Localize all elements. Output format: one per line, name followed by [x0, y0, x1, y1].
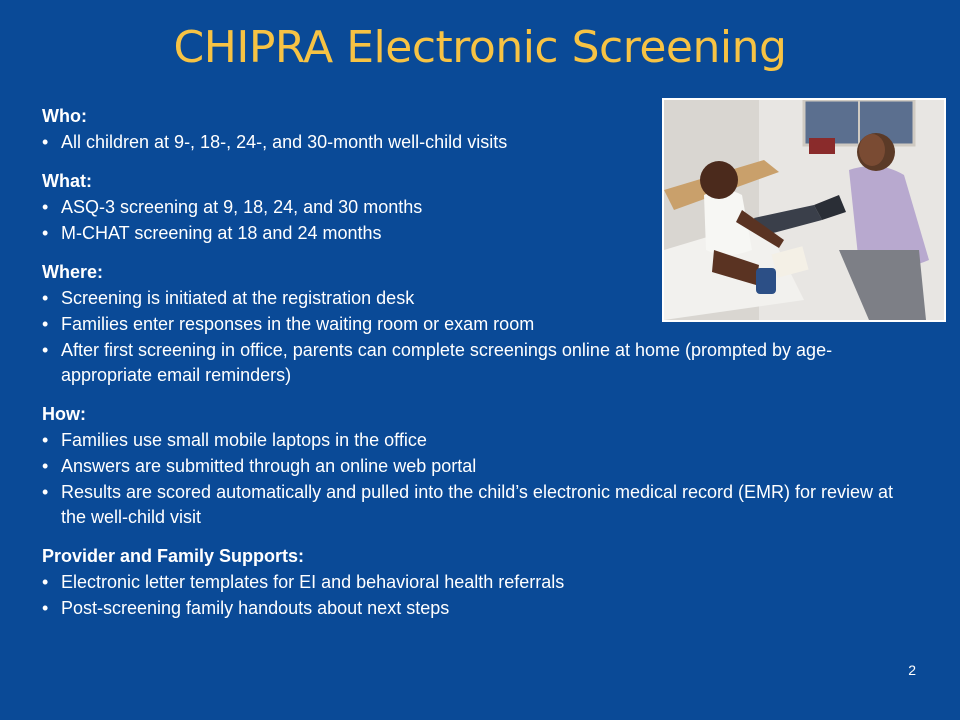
bullet-item: • Electronic letter templates for EI and behavioral health referrals: [42, 570, 922, 595]
section-heading: How:: [42, 404, 86, 424]
section-heading: Where:: [42, 262, 104, 282]
bullet-list: [42, 570, 922, 621]
photo-mother-child-laptop: [662, 98, 946, 322]
bullet-item: • Families enter responses in the waiting room or exam room: [42, 312, 922, 337]
bullet-item: • M-CHAT screening at 18 and 24 months: [42, 221, 922, 246]
section-how: [42, 402, 922, 530]
section-heading: Who:: [42, 106, 87, 126]
bullet-item: • ASQ-3 screening at 9, 18, 24, and 30 months: [42, 195, 922, 220]
bullet-item: • All children at 9-, 18-, 24-, and 30-month well-child visits: [42, 130, 922, 155]
bullet-item: • Answers are submitted through an online web portal: [42, 454, 922, 479]
section-supports: [42, 544, 922, 621]
section-heading: What:: [42, 171, 92, 191]
page-number: 2: [908, 662, 916, 678]
slide-title: CHIPRA Electronic Screening: [173, 22, 787, 73]
bullet-item: • Families use small mobile laptops in the office: [42, 428, 922, 453]
bullet-item: • Screening is initiated at the registration desk: [42, 286, 922, 311]
bullet-item: • After first screening in office, parents can complete screenings online at home (prompted by age-appropriate email reminders): [42, 338, 922, 388]
section-heading: Provider and Family Supports:: [42, 546, 305, 566]
photo-illustration: [664, 100, 944, 320]
bullet-item: • Post-screening family handouts about next steps: [42, 596, 922, 621]
bullet-list: [42, 428, 922, 530]
bullet-item: • Results are scored automatically and pulled into the child’s electronic medical record (EMR) for review at the well-child visit: [42, 480, 922, 530]
